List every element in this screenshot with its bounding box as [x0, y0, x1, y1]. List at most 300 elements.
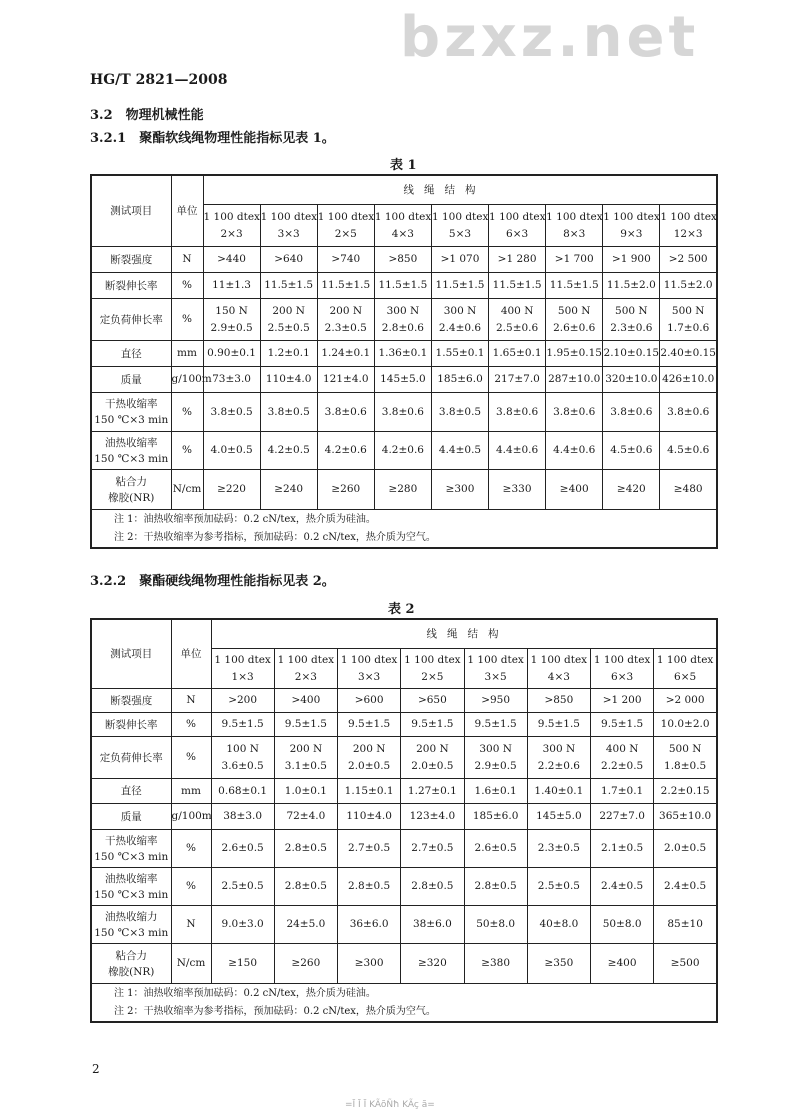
cell-line: ≥380 — [481, 957, 511, 969]
value-cell — [211, 804, 274, 830]
cell-line: 150 ℃×3 min — [94, 452, 169, 465]
cell-line: 1 100 dtex — [431, 210, 489, 223]
cell-line: 150 ℃×3 min — [94, 888, 169, 901]
value-cell — [464, 713, 527, 737]
row-label — [91, 689, 171, 713]
cell-line: 1 100 dtex — [593, 653, 651, 666]
cell-line: 50±8.0 — [602, 918, 642, 930]
cell-line: 1.55±0.1 — [435, 347, 485, 359]
value-cell — [211, 737, 274, 779]
cell-line: 2.6±0.6 — [553, 321, 596, 334]
value-cell — [338, 689, 401, 713]
row-unit: % — [171, 299, 203, 341]
row-label — [91, 804, 171, 830]
value-cell — [203, 341, 260, 367]
cell-line: 2.8±0.5 — [348, 880, 391, 892]
cell-line: 2.6±0.5 — [474, 842, 517, 854]
table-row — [91, 713, 717, 737]
cell-line: 9.5±1.5 — [537, 718, 580, 730]
row-unit: % — [171, 432, 203, 470]
value-cell — [546, 273, 603, 299]
table-row — [91, 341, 717, 367]
value-cell — [660, 299, 717, 341]
value-cell — [660, 393, 717, 432]
cell-line: 200 N — [272, 304, 305, 317]
value-cell — [203, 247, 260, 273]
value-cell — [338, 868, 401, 906]
table-row — [91, 299, 717, 341]
page-number: 2 — [92, 1062, 100, 1076]
value-cell — [591, 830, 654, 868]
header-row — [91, 619, 717, 649]
value-cell — [527, 779, 590, 804]
value-cell — [591, 779, 654, 804]
cell-line: 1.7±0.1 — [601, 784, 644, 797]
cell-line: 3×5 — [484, 670, 507, 683]
cell-line: 11.5±2.0 — [606, 279, 656, 291]
value-cell — [317, 470, 374, 510]
value-cell — [660, 470, 717, 510]
table-note: 注 1：油热收缩率预加砝码：0.2 cN/tex，热介质为硅油。 — [91, 510, 717, 529]
value-cell — [203, 367, 260, 393]
section-heading-3-2-2: 3.2.2 聚酯硬线绳物理性能指标见表 2。 — [90, 574, 335, 589]
cell-line: 3.8±0.6 — [324, 405, 367, 418]
cell-line: >740 — [331, 253, 361, 265]
cell-line: 11.5±1.5 — [378, 279, 428, 291]
cell-line: 2.9±0.5 — [474, 759, 517, 772]
cell-line: 4.5±0.6 — [667, 444, 710, 456]
value-cell — [603, 393, 660, 432]
cell-line: 1 100 dtex — [214, 653, 271, 666]
cell-line: 3.8±0.5 — [438, 405, 482, 418]
cell-line: 1 100 dtex — [277, 653, 335, 666]
cell-line: 12×3 — [673, 227, 703, 240]
value-cell — [203, 393, 260, 432]
cell-line: >850 — [544, 694, 574, 706]
value-cell — [464, 737, 527, 779]
cell-line: 1 100 dtex — [489, 210, 546, 223]
cell-line: 干热收缩率 — [105, 398, 158, 410]
value-cell — [591, 737, 654, 779]
cell-line: >650 — [417, 694, 447, 706]
value-cell — [527, 737, 590, 779]
cell-line: 2.0±0.5 — [411, 759, 454, 772]
value-cell — [374, 432, 431, 470]
value-cell — [603, 247, 660, 273]
cell-line: 1 100 dtex — [404, 653, 461, 666]
cell-line: 200 N — [329, 304, 363, 317]
cell-line: 9.0±3.0 — [221, 918, 264, 930]
group-header: 线绳结构 — [203, 175, 717, 205]
cell-line: 300 N — [386, 304, 420, 317]
cell-line: 2.5±0.5 — [537, 880, 580, 892]
table-row — [91, 737, 717, 779]
note-row — [91, 1003, 717, 1022]
cell-line: 73±3.0 — [212, 373, 251, 385]
cell-line: 0.90±0.1 — [207, 347, 256, 359]
cell-line: 断裂强度 — [110, 253, 153, 266]
cell-line: 217±7.0 — [494, 373, 540, 385]
value-cell — [654, 868, 717, 906]
cell-line: 121±4.0 — [323, 373, 369, 385]
row-unit: g/100m — [171, 367, 203, 393]
value-cell — [660, 247, 717, 273]
row-unit: % — [171, 713, 211, 737]
cell-line: 2.3±0.5 — [537, 842, 580, 854]
cell-line: 1.6±0.1 — [474, 784, 517, 797]
cell-line: 3.8±0.6 — [496, 405, 539, 418]
value-cell — [489, 299, 546, 341]
value-cell — [431, 299, 488, 341]
value-cell — [527, 830, 590, 868]
cell-line: 1 100 dtex — [317, 210, 375, 223]
value-cell — [431, 470, 488, 510]
cell-line: 300 N — [542, 742, 576, 755]
cell-line: 2.2±0.5 — [601, 759, 644, 772]
cell-line: 1 100 dtex — [374, 210, 432, 223]
column-header — [374, 205, 431, 247]
value-cell — [274, 713, 337, 737]
row-label — [91, 432, 171, 470]
row-label — [91, 367, 171, 393]
cell-line: 2.7±0.5 — [348, 842, 391, 854]
value-cell — [489, 393, 546, 432]
value-cell — [211, 779, 274, 804]
watermark: bzxz.net — [400, 5, 700, 70]
cell-line: >850 — [388, 253, 418, 265]
row-label — [91, 273, 171, 299]
row-label — [91, 737, 171, 779]
table-1 — [90, 174, 718, 549]
table-row — [91, 906, 717, 944]
cell-line: 9.5±1.5 — [601, 718, 644, 730]
value-cell — [431, 432, 488, 470]
cell-line: 橡胶(NR) — [108, 965, 155, 978]
header-row — [91, 175, 717, 205]
cell-line: 1 100 dtex — [660, 210, 717, 223]
value-cell — [260, 299, 317, 341]
row-unit: N — [171, 906, 211, 944]
cell-line: 200 N — [289, 742, 323, 755]
value-cell — [274, 868, 337, 906]
cell-line: 150 ℃×3 min — [94, 926, 169, 939]
cell-line: 9.5±1.5 — [221, 718, 264, 730]
value-cell — [660, 432, 717, 470]
row-unit: N — [171, 247, 203, 273]
row-label — [91, 341, 171, 367]
cell-line: 1×3 — [231, 670, 254, 683]
cell-line: 2.8±0.5 — [411, 880, 454, 892]
column-header — [317, 205, 374, 247]
standard-code: HG/T 2821—2008 — [90, 72, 228, 88]
cell-line: 2.10±0.15 — [603, 347, 660, 359]
table-row — [91, 470, 717, 510]
cell-line: ≥150 — [228, 957, 258, 969]
value-cell — [603, 341, 660, 367]
table-row — [91, 830, 717, 868]
value-cell — [489, 432, 546, 470]
cell-line: 3.6±0.5 — [221, 759, 264, 772]
value-cell — [527, 804, 590, 830]
cell-line: 定负荷伸长率 — [99, 751, 163, 764]
table-note: 注 2：干热收缩率为参考指标，预加砝码：0.2 cN/tex，热介质为空气。 — [91, 1003, 717, 1022]
cell-line: >440 — [217, 253, 246, 265]
cell-line: 11±1.3 — [212, 279, 251, 291]
table-note: 注 2：干热收缩率为参考指标，预加砝码：0.2 cN/tex，热介质为空气。 — [91, 529, 717, 548]
cell-line: 11.5±1.5 — [435, 279, 485, 291]
cell-line: 500 N — [615, 304, 648, 317]
value-cell — [338, 779, 401, 804]
cell-line: 11.5±1.5 — [492, 279, 542, 291]
cell-line: 1.36±0.1 — [378, 347, 428, 359]
row-unit: mm — [171, 779, 211, 804]
cell-line: 3.8±0.5 — [267, 405, 310, 418]
table-row — [91, 393, 717, 432]
value-cell — [401, 713, 464, 737]
value-cell — [431, 393, 488, 432]
cell-line: 橡胶(NR) — [108, 491, 155, 504]
value-cell — [274, 779, 337, 804]
cell-line: 2.0±0.5 — [664, 842, 707, 854]
cell-line: 150 ℃×3 min — [94, 850, 169, 863]
value-cell — [464, 689, 527, 713]
cell-line: 200 N — [352, 742, 386, 755]
cell-line: 4.0±0.5 — [210, 444, 253, 456]
cell-line: 1 100 dtex — [546, 210, 603, 223]
table-row — [91, 273, 717, 299]
value-cell — [338, 713, 401, 737]
cell-line: 36±6.0 — [349, 918, 389, 930]
value-cell — [260, 432, 317, 470]
value-cell — [591, 713, 654, 737]
row-label — [91, 868, 171, 906]
value-cell — [527, 713, 590, 737]
value-cell — [654, 779, 717, 804]
cell-line: 直径 — [120, 347, 142, 360]
column-header — [338, 649, 401, 689]
value-cell — [591, 944, 654, 984]
value-cell — [489, 247, 546, 273]
value-cell — [203, 470, 260, 510]
cell-line: 3.8±0.6 — [610, 405, 653, 418]
table-2-caption: 表 2 — [388, 602, 415, 617]
cell-line: 油热收缩率 — [105, 436, 158, 449]
value-cell — [431, 273, 488, 299]
value-cell — [464, 830, 527, 868]
value-cell — [654, 713, 717, 737]
cell-line: 直径 — [120, 785, 142, 797]
cell-line: 2.3±0.6 — [610, 321, 653, 334]
cell-line: 11.5±1.5 — [264, 279, 314, 291]
cell-line: >1 070 — [440, 253, 480, 265]
note-row — [91, 510, 717, 529]
value-cell — [431, 247, 488, 273]
cell-line: 油热收缩率 — [105, 872, 158, 885]
row-unit: mm — [171, 341, 203, 367]
value-cell — [211, 713, 274, 737]
value-cell — [546, 432, 603, 470]
row-unit: N — [171, 689, 211, 713]
value-cell — [317, 247, 374, 273]
cell-line: 1 100 dtex — [260, 210, 318, 223]
cell-line: 2.7±0.5 — [411, 842, 454, 854]
cell-line: 500 N — [557, 304, 591, 317]
cell-line: ≥400 — [607, 957, 637, 969]
value-cell — [274, 830, 337, 868]
cell-line: 300 N — [443, 304, 477, 317]
table-row — [91, 689, 717, 713]
value-cell — [374, 247, 431, 273]
cell-line: 1.15±0.1 — [344, 784, 394, 797]
cell-line: 1 100 dtex — [340, 653, 398, 666]
cell-line: 3.1±0.5 — [284, 759, 327, 772]
row-label — [91, 393, 171, 432]
cell-line: 1 100 dtex — [603, 210, 660, 223]
row-label — [91, 470, 171, 510]
row-unit: g/100m — [171, 804, 211, 830]
value-cell — [211, 868, 274, 906]
value-cell — [211, 944, 274, 984]
cell-line: 110±4.0 — [265, 373, 312, 385]
cell-line: 145±5.0 — [536, 810, 582, 822]
value-cell — [338, 737, 401, 779]
cell-line: 1.0±0.1 — [284, 784, 327, 797]
value-cell — [338, 906, 401, 944]
value-cell — [317, 341, 374, 367]
column-header — [654, 649, 717, 689]
column-header — [464, 649, 527, 689]
cell-line: 2.3±0.5 — [324, 321, 367, 334]
cell-line: >1 200 — [602, 694, 642, 706]
row-label — [91, 299, 171, 341]
cell-line: 1.40±0.1 — [534, 784, 584, 797]
cell-line: 2.2±0.6 — [537, 759, 580, 772]
cell-line: 1.24±0.1 — [321, 347, 371, 359]
cell-line: >950 — [481, 694, 511, 706]
cell-line: 426±10.0 — [662, 373, 715, 385]
value-cell — [211, 689, 274, 713]
value-cell — [489, 273, 546, 299]
cell-line: 5×3 — [448, 227, 472, 240]
column-header — [211, 649, 274, 689]
value-cell — [603, 299, 660, 341]
cell-line: 2.2±0.15 — [660, 784, 710, 797]
cell-line: ≥350 — [544, 957, 574, 969]
cell-line: 2×3 — [294, 670, 317, 683]
cell-line: 质量 — [120, 810, 142, 823]
cell-line: 1 100 dtex — [656, 653, 714, 666]
value-cell — [338, 804, 401, 830]
value-cell — [317, 273, 374, 299]
cell-line: 50±8.0 — [476, 918, 516, 930]
value-cell — [489, 470, 546, 510]
value-cell — [211, 906, 274, 944]
row-unit: % — [171, 830, 211, 868]
cell-line: 38±6.0 — [412, 918, 452, 930]
cell-line: 4×3 — [391, 227, 414, 240]
cell-line: ≥500 — [670, 957, 700, 969]
cell-line: 干热收缩率 — [105, 834, 158, 847]
row-unit: N/cm — [171, 470, 203, 510]
row-unit: % — [171, 737, 211, 779]
cell-line: 2.40±0.15 — [660, 347, 716, 359]
cell-line: ≥280 — [388, 483, 418, 495]
cell-line: 2.4±0.6 — [438, 321, 482, 334]
group-header: 线绳结构 — [211, 619, 717, 649]
cell-line: >1 700 — [554, 253, 594, 265]
value-cell — [211, 830, 274, 868]
value-cell — [464, 944, 527, 984]
cell-line: 200 N — [416, 742, 449, 755]
column-header — [591, 649, 654, 689]
cell-line: 1.65±0.1 — [492, 347, 542, 359]
value-cell — [260, 247, 317, 273]
value-cell — [374, 470, 431, 510]
cell-line: 4.4±0.5 — [438, 444, 482, 456]
value-cell — [431, 341, 488, 367]
cell-line: 2.5±0.5 — [221, 880, 264, 892]
cell-line: 4.2±0.6 — [381, 444, 424, 456]
unit-header: 单位 — [171, 175, 203, 247]
cell-line: 1.27±0.1 — [407, 784, 457, 797]
value-cell — [317, 393, 374, 432]
section-heading-3-2: 3.2 物理机械性能 — [90, 108, 204, 123]
cell-line: 320±10.0 — [605, 373, 658, 385]
value-cell — [203, 299, 260, 341]
value-cell — [660, 341, 717, 367]
cell-line: 3.8±0.6 — [667, 405, 710, 418]
column-header — [431, 205, 488, 247]
value-cell — [591, 689, 654, 713]
value-cell — [374, 393, 431, 432]
section-heading-3-2-1: 3.2.1 聚酯软线绳物理性能指标见表 1。 — [90, 131, 335, 146]
cell-line: 500 N — [671, 304, 705, 317]
value-cell — [431, 367, 488, 393]
value-cell — [401, 779, 464, 804]
cell-line: 100 N — [226, 742, 259, 755]
cell-line: 185±6.0 — [472, 810, 519, 822]
cell-line: 2.9±0.5 — [210, 321, 253, 334]
value-cell — [317, 299, 374, 341]
cell-line: 断裂伸长率 — [105, 718, 158, 731]
cell-line: 9.5±1.5 — [411, 718, 454, 730]
cell-line: 1.7±0.6 — [667, 321, 710, 334]
cell-line: >640 — [274, 253, 304, 265]
cell-line: 2×5 — [334, 227, 357, 240]
value-cell — [374, 341, 431, 367]
value-cell — [338, 944, 401, 984]
note-row — [91, 984, 717, 1003]
value-cell — [203, 273, 260, 299]
row-unit: % — [171, 868, 211, 906]
row-label — [91, 830, 171, 868]
value-cell — [374, 367, 431, 393]
cell-line: 3.8±0.5 — [210, 405, 253, 418]
value-cell — [654, 804, 717, 830]
table-row — [91, 868, 717, 906]
table-row — [91, 432, 717, 470]
cell-line: 断裂强度 — [110, 694, 153, 707]
cell-line: 6×5 — [674, 670, 697, 683]
value-cell — [401, 830, 464, 868]
cell-line: 24±5.0 — [286, 918, 326, 930]
cell-line: 断裂伸长率 — [105, 279, 158, 292]
value-cell — [546, 247, 603, 273]
cell-line: 38±3.0 — [223, 810, 263, 822]
value-cell — [660, 367, 717, 393]
cell-line: 0.68±0.1 — [218, 784, 268, 797]
cell-line: 9.5±1.5 — [284, 718, 327, 730]
